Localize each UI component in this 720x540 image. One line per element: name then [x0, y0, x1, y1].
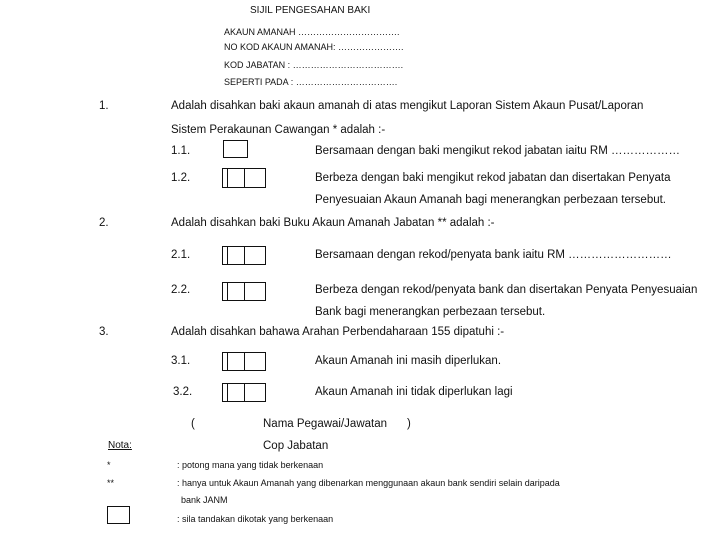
section-2-number: 2.: [99, 217, 109, 229]
item-3-1-number: 3.1.: [171, 355, 191, 367]
note-symbol-double-asterisk: **: [107, 478, 115, 488]
field-department-code: KOD JABATAN : ……………………………….: [224, 60, 404, 70]
field-trust-account-code: NO KOD AKAUN AMANAH: ………………….: [224, 42, 404, 52]
section-3-number: 3.: [99, 326, 109, 338]
item-1-2-checkbox[interactable]: [222, 168, 266, 188]
item-1-1-checkbox[interactable]: [223, 140, 248, 158]
section-1-number: 1.: [99, 100, 109, 112]
notes-heading: Nota:: [108, 440, 132, 451]
signature-open-paren: (: [191, 418, 195, 430]
item-1-2-text-continued: Penyesuaian Akaun Amanah bagi menerangkan perbezaan tersebut.: [315, 194, 667, 206]
certificate-title: SIJIL PENGESAHAN BAKI: [250, 5, 371, 16]
note-text-strike: : potong mana yang tidak berkenaan: [177, 460, 324, 470]
item-2-1-text: Bersamaan dengan rekod/penyata bank iaitu RM ………………………: [315, 249, 672, 261]
item-2-2-text-continued: Bank bagi menerangkan perbezaan tersebut.: [315, 306, 546, 318]
item-2-1-checkbox[interactable]: [222, 246, 266, 265]
item-2-2-checkbox[interactable]: [222, 282, 266, 301]
field-trust-account: AKAUN AMANAH …………………………….: [224, 27, 400, 37]
item-1-2-number: 1.2.: [171, 172, 191, 184]
item-3-2-checkbox[interactable]: [222, 383, 266, 402]
note-symbol-asterisk: *: [107, 460, 111, 470]
item-1-2-text: Berbeza dengan baki mengikut rekod jabatan dan disertakan Penyata: [315, 172, 671, 184]
note-text-own-bank: : hanya untuk Akaun Amanah yang dibenarkan menggunaan akaun bank sendiri selain daripada: [177, 478, 560, 488]
officer-name-label: Nama Pegawai/Jawatan: [263, 418, 388, 430]
item-3-2-number: 3.2.: [173, 386, 193, 398]
field-as-at-date: SEPERTI PADA : …………………………….: [224, 77, 398, 87]
item-3-1-checkbox[interactable]: [222, 352, 266, 371]
item-1-1-number: 1.1.: [171, 145, 191, 157]
section-1-text: Adalah disahkan baki akaun amanah di atas mengikut Laporan Sistem Akaun Pusat/Laporan: [171, 100, 644, 112]
section-3-text: Adalah disahkan bahawa Arahan Perbendaharaan 155 dipatuhi :-: [171, 326, 505, 338]
item-3-2-text: Akaun Amanah ini tidak diperlukan lagi: [315, 386, 513, 398]
note-text-tick-box: : sila tandakan dikotak yang berkenaan: [177, 514, 334, 524]
note-checkbox-sample: [107, 506, 130, 524]
item-3-1-text: Akaun Amanah ini masih diperlukan.: [315, 355, 502, 367]
item-1-1-text: Bersamaan dengan baki mengikut rekod jabatan iaitu RM ………………: [315, 145, 680, 157]
section-1-text-continued: Sistem Perakaunan Cawangan * adalah :-: [171, 124, 386, 136]
note-text-own-bank-continued: bank JANM: [181, 495, 228, 505]
signature-close-paren: ): [407, 418, 411, 430]
item-2-1-number: 2.1.: [171, 249, 191, 261]
item-2-2-text: Berbeza dengan rekod/penyata bank dan disertakan Penyata Penyesuaian: [315, 284, 698, 296]
department-stamp-label: Cop Jabatan: [263, 440, 329, 452]
item-2-2-number: 2.2.: [171, 284, 191, 296]
section-2-text: Adalah disahkan baki Buku Akaun Amanah Jabatan ** adalah :-: [171, 217, 495, 229]
